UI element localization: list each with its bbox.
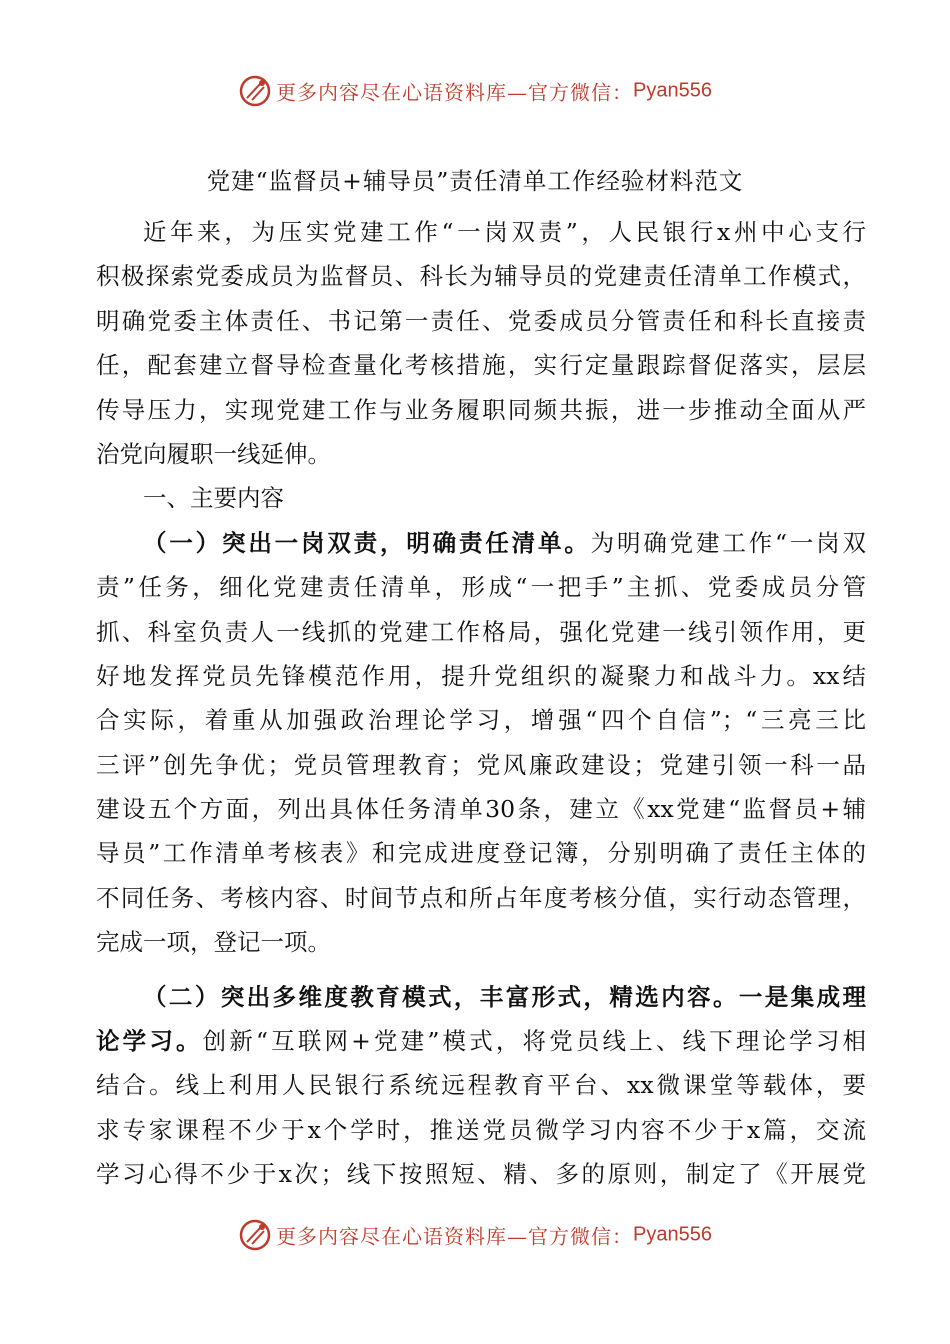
text-line: 导员”工作清单考核表》和完成进度登记簿，分别明确了责任主体的 [96,839,866,868]
section-heading: 一、主要内容 [143,484,284,513]
text-line: 不同任务、考核内容、时间节点和所占年度考核分值，实行动态管理， [96,883,866,912]
text-line: 明确党委主体责任、书记第一责任、党委成员分管责任和科长直接责 [96,306,866,335]
text-line: 结合。线上利用人民银行系统远程教育平台、xx微课堂等载体，要 [96,1071,866,1100]
text-line: 合实际，着重从加强政治理论学习，增强“四个自信”；“三亮三比 [96,706,866,735]
text-line: 责”任务，细化党建责任清单，形成“一把手”主抓、党委成员分管 [96,573,866,602]
text-line: 任，配套建立督导检查量化考核措施，实行定量跟踪督促落实，层层 [96,351,866,380]
paragraph-intro [96,214,866,480]
text-line: 好地发挥党员先锋模范作用，提升党组织的凝聚力和战斗力。xx结 [96,661,866,690]
text-run: 创新“互联网+党建”模式，将党员线上、线下理论学习相 [202,1027,866,1056]
banner-text: 更多内容尽在心语资料库—官方微信： [276,80,634,105]
logo-icon [238,74,272,108]
text-line: 积极探索党委成员为监督员、科长为辅导员的党建责任清单工作模式， [96,262,866,291]
text-line [96,1023,866,1067]
text-line: 三评”创先争优；党员管理教育；党风廉政建设；党建引领一科一品 [96,750,866,779]
paragraph-two [96,979,866,1201]
header-watermark [0,74,950,108]
paragraph-one [96,525,866,969]
text-line: 近年来，为压实党建工作“一岗双责”，人民银行x州中心支行 [143,218,866,246]
document-body [96,214,866,1201]
bold-run: 论学习。 [96,1027,203,1056]
text-line: 建设五个方面，列出具体任务清单30条，建立《xx党建“监督员+辅 [96,795,866,824]
text-line: 抓、科室负责人一线抓的党建工作格局，强化党建一线引领作用，更 [96,617,866,646]
text-line: 治党向履职一线延伸。 [96,439,331,468]
text-line: 传导压力，实现党建工作与业务履职同频共振，进一步推动全面从严 [96,395,866,424]
bold-heading: （一）突出一岗双责，明确责任清单。 [143,528,591,557]
document-title: 党建“监督员+辅导员”责任清单工作经验材料范文 [206,167,744,195]
wechat-id: Pyan556 [633,79,712,102]
bold-heading: （二）突出多维度教育模式，丰富形式，精选内容。一是集成理 [143,982,866,1011]
text-line [96,525,866,569]
wechat-id: Pyan556 [633,1223,712,1246]
footer-watermark [0,1218,950,1252]
banner-text: 更多内容尽在心语资料库—官方微信： [276,1224,634,1249]
text-run: 为明确党建工作“一岗双 [590,528,866,557]
logo-icon [238,1218,272,1252]
text-line: 学习心得不少于x次；线下按照短、精、多的原则，制定了《开展党 [96,1160,866,1189]
text-line: 求专家课程不少于x个学时，推送党员微学习内容不少于x篇，交流 [96,1115,866,1144]
text-line: 完成一项，登记一项。 [96,928,331,957]
